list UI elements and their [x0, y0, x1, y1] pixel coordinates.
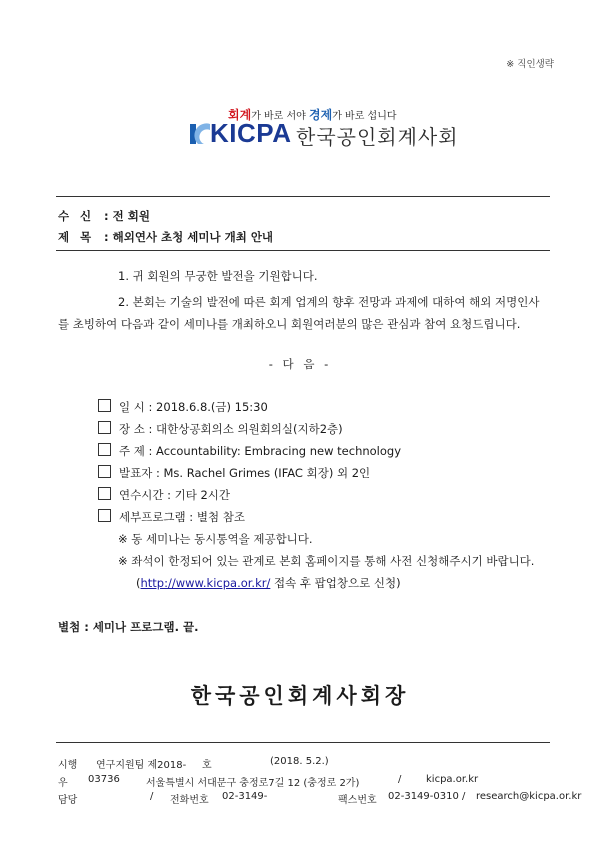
detail-program: [98, 509, 245, 525]
checkbox-icon: [98, 399, 111, 412]
footer-address: 서울특별시 서대문구 충정로7길 12 (충정로 2가): [146, 778, 360, 789]
attachment-line: 별첨 : 세미나 프로그램. 끝.: [58, 620, 199, 634]
detail-text: 일 시 : 2018.6.8.(금) 15:30: [119, 400, 268, 414]
checkbox-icon: [98, 509, 111, 522]
detail-topic: [98, 443, 401, 459]
note-interpretation: ※ 동 세미나는 동시통역을 제공합니다.: [118, 532, 313, 546]
footer-sep-1: /: [150, 791, 154, 802]
logo-korean: 한국공인회계사회: [296, 125, 459, 149]
footer-fax: 02-3149-0310: [388, 791, 459, 802]
footer-issue-label: 시행: [58, 760, 78, 771]
slogan-text-1: 가 바로 서야: [251, 111, 310, 122]
recipient-label-1: 수: [58, 209, 70, 223]
detail-text: 장 소 : 대한상공회의소 의원회의실(지하2층): [119, 422, 343, 436]
footer-contact-label: 담당: [58, 795, 78, 806]
logo-english: KICPA: [210, 118, 292, 148]
header-bottom-rule: [56, 250, 550, 251]
da-eum-heading: - 다 음 -: [268, 357, 332, 371]
detail-text: 연수시간 : 기타 2시간: [119, 488, 231, 502]
header-top-rule: [56, 196, 550, 197]
footer-rule: [56, 742, 550, 743]
checkbox-icon: [98, 421, 111, 434]
slogan-economy: 경제: [309, 108, 333, 122]
slogan-text-2: 가 바로 섭니다: [332, 111, 397, 122]
checkbox-icon: [98, 465, 111, 478]
footer-zip: 03736: [88, 774, 120, 785]
footer-sep: /: [398, 774, 402, 785]
paragraph-2a: 2. 본회는 기술의 발전에 따른 회계 업계의 향후 전망과 과제에 대하여 해외 저명인사: [118, 295, 540, 309]
footer-fax-label: 팩스번호: [338, 795, 377, 806]
footer-sep-2: /: [462, 791, 466, 802]
recipient-line: [58, 208, 150, 224]
footer-zip-label: 우: [58, 778, 68, 789]
note-link-line: [136, 575, 401, 591]
subject-label-2: 목: [80, 230, 92, 244]
link-suffix: 접속 후 팝업창으로 신청): [270, 576, 401, 590]
detail-text: 주 제 : Accountability: Embracing new technology: [119, 444, 402, 458]
footer-issue-date: (2018. 5.2.): [270, 756, 329, 767]
recipient-label-2: 신: [80, 209, 92, 223]
detail-text: 세부프로그램 : 별첨 참조: [119, 510, 245, 524]
link-open-paren: (: [136, 576, 141, 590]
footer-issue-ho: 호: [202, 760, 212, 771]
kicpa-logo-icon: [188, 118, 212, 146]
footer-tel: 02-3149-: [222, 791, 268, 802]
detail-speaker: [98, 465, 370, 481]
subject-value: : 해외연사 초청 세미나 개최 안내: [104, 230, 274, 244]
detail-credit-hours: [98, 487, 230, 503]
subject-label-1: 제: [58, 230, 70, 244]
detail-venue: [98, 421, 343, 437]
footer-issue-dept: 연구지원팀 제2018-: [96, 760, 187, 771]
signature-title: 한국공인회계사회장: [190, 684, 410, 708]
paragraph-2b: 를 초빙하여 다음과 같이 세미나를 개최하오니 회원여러분의 많은 관심과 참여 요청드립니다.: [58, 317, 521, 331]
footer-email: research@kicpa.or.kr: [476, 791, 582, 802]
checkbox-icon: [98, 487, 111, 500]
footer-tel-label: 전화번호: [170, 795, 209, 806]
kicpa-homepage-link[interactable]: http://www.kicpa.or.kr/: [140, 576, 271, 590]
footer-site: kicpa.or.kr: [426, 774, 479, 785]
seal-omitted-note: ※ 직인생략: [506, 59, 554, 70]
note-registration: ※ 좌석이 한정되어 있는 관계로 본회 홈페이지를 통해 사전 신청해주시기 바랍니다.: [118, 554, 535, 568]
subject-line: [58, 229, 273, 245]
detail-datetime: [98, 399, 268, 415]
slogan-accounting: 회계: [228, 108, 252, 122]
paragraph-1: 1. 귀 회원의 무궁한 발전을 기원합니다.: [118, 269, 318, 283]
checkbox-icon: [98, 443, 111, 456]
recipient-value: : 전 회원: [104, 209, 150, 223]
detail-text: 발표자 : Ms. Rachel Grimes (IFAC 회장) 외 2인: [119, 466, 371, 480]
